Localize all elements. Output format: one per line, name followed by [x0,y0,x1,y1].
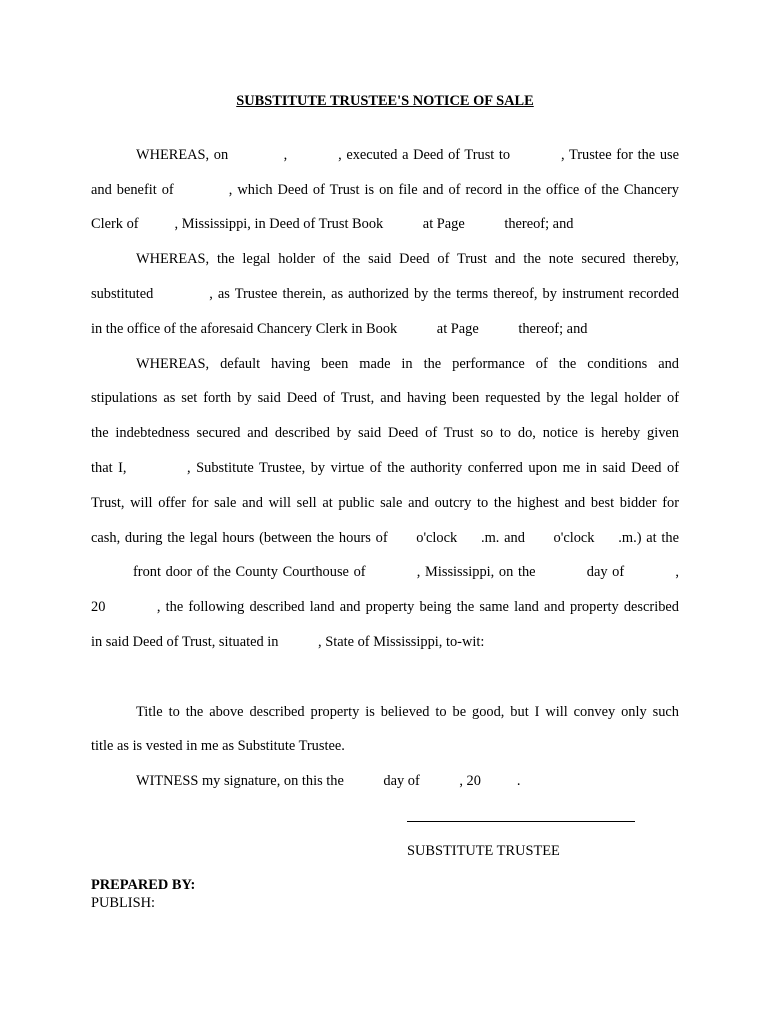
paragraph-line: stipulations as set forth by said Deed of Trust, and having been requested by the legal holder of [91,390,679,406]
paragraph-line: Clerk of , Mississippi, in Deed of Trust Book at Page thereof; and [91,216,574,232]
paragraph-line: Title to the above described property is believed to be good, but I will convey only such [136,704,679,720]
paragraph-line: in said Deed of Trust, situated in , State of Mississippi, to-wit: [91,634,485,650]
paragraph-line: substituted , as Trustee therein, as authorized by the terms thereof, by instrument recorded [91,286,679,302]
paragraph-line: front door of the County Courthouse of , Mississippi, on the day of , [133,564,679,580]
paragraph-line: WHEREAS, on , , executed a Deed of Trust to , Trustee for the use [136,147,679,163]
paragraph-line: WHEREAS, the legal holder of the said Deed of Trust and the note secured thereby, [136,251,679,267]
paragraph-line: 20 , the following described land and property being the same land and property described [91,599,679,615]
paragraph-line: in the office of the aforesaid Chancery Clerk in Book at Page thereof; and [91,321,588,337]
publish-label: PUBLISH: [91,895,155,911]
document-title: SUBSTITUTE TRUSTEE'S NOTICE OF SALE [236,93,534,109]
witness-line: WITNESS my signature, on this the day of , 20 . [136,773,521,789]
signature-line [407,821,635,822]
paragraph-line: title as is vested in me as Substitute Trustee. [91,738,345,754]
paragraph-line: WHEREAS, default having been made in the performance of the conditions and [136,356,679,372]
paragraph-line: the indebtedness secured and described by said Deed of Trust so to do, notice is hereby given [91,425,679,441]
paragraph-line: Trust, will offer for sale and will sell at public sale and outcry to the highest and best bidder for [91,495,679,511]
signature-label: SUBSTITUTE TRUSTEE [407,843,560,859]
paragraph-line: cash, during the legal hours (between the hours of o'clock .m. and o'clock .m.) at the [91,530,679,546]
paragraph-line: that I, , Substitute Trustee, by virtue of the authority conferred upon me in said Deed of [91,460,679,476]
prepared-by-label: PREPARED BY: [91,877,196,893]
paragraph-line: and benefit of , which Deed of Trust is on file and of record in the office of the Chancery [91,182,679,198]
